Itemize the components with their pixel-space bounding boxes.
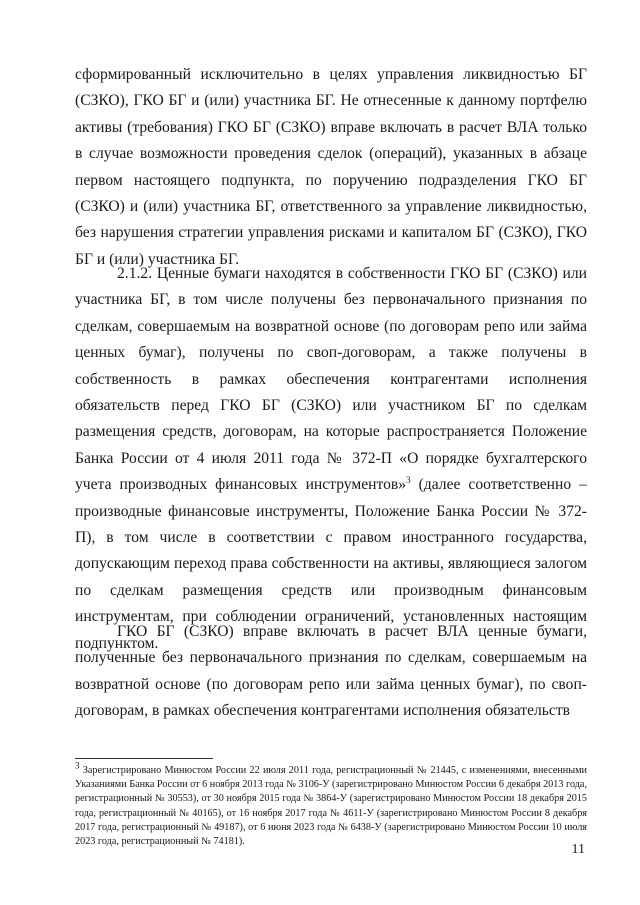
footnote-number: 3 xyxy=(75,760,80,771)
paragraph-2-1-2 xyxy=(75,261,587,657)
paragraph-continuation: сформированный исключительно в целях управления ликвидностью БГ (СЗКО), ГКО БГ и (или) участника БГ. Не отнесенные к данному портфелю активы (требования) ГКО БГ (СЗКО) вправе включать в расчет ВЛА только в случае возможности проведения сделок (операций), указанных в абзаце первом настоящего подпункта, по поручению подразделения ГКО БГ (СЗКО) и (или) участника БГ, ответственного за управление ликвидностью, без нарушения стратегии управления рисками и капиталом БГ (СЗКО), ГКО БГ и (или) участника БГ. xyxy=(75,66,587,268)
footnote-separator xyxy=(75,758,213,759)
page-number: 11 xyxy=(571,842,585,857)
paragraph-2-1-2-text-cont: (далее соответственно – производные финансовые инструменты, Положение Банка России № 372-П), в том числе в соответствии с правом иностранного государства, допускающим переход права собственности на активы, являющиеся залогом по сделкам размещения средств или производным финансовым инструментам, при соблюдении ограничений, установленных настоящим подпунктом. xyxy=(75,476,587,652)
footnote xyxy=(75,760,587,849)
paragraph-vla-securities: ГКО БГ (СЗКО) вправе включать в расчет ВЛА ценные бумаги, полученные без первоначального признания по сделкам, совершаемым на возвратной основе (по договорам репо или займа ценных бумаг), по своп-договорам, в рамках обеспечения контрагентами исполнения обязательств xyxy=(75,623,587,720)
footnote-text: Зарегистрировано Минюстом России 22 июля 2011 года, регистрационный № 21445, с изменениями, внесенными Указаниями Банка России от 6 ноября 2013 года № 3106-У (зарегистрировано Минюстом России 6 декабря 2013 года, регистрационный № 30553), от 30 ноября 2015 года № 3864-У (зарегистрировано Минюстом России 18 декабря 2015 года, регистрационный № 40165), от 16 ноября 2017 года № 4611-У (зарегистрировано Минюстом России 8 декабря 2017 года, регистрационный № 49187), от 6 июня 2023 года № 6438-У (зарегистрировано Минюстом России 10 июля 2023 года, регистрационный № 74181). xyxy=(75,765,587,848)
paragraph-2-1-2-text: 2.1.2. Ценные бумаги находятся в собственности ГКО БГ (СЗКО) или участника БГ, в том числе получены без первоначального признания по сделкам, совершаемым на возвратной основе (по договорам репо или займа ценных бумаг), получены по своп-договорам, а также получены в собственность в рамках обеспечения контрагентами исполнения обязательств перед ГКО БГ (СЗКО) или участником БГ по сделкам размещения средств, договорам, на которые распространяется Положение Банка России от 4 июля 2011 года № 372-П «О порядке бухгалтерского учета производных финансовых инструментов» xyxy=(75,265,587,494)
footnote-reference[interactable]: 3 xyxy=(406,475,411,486)
